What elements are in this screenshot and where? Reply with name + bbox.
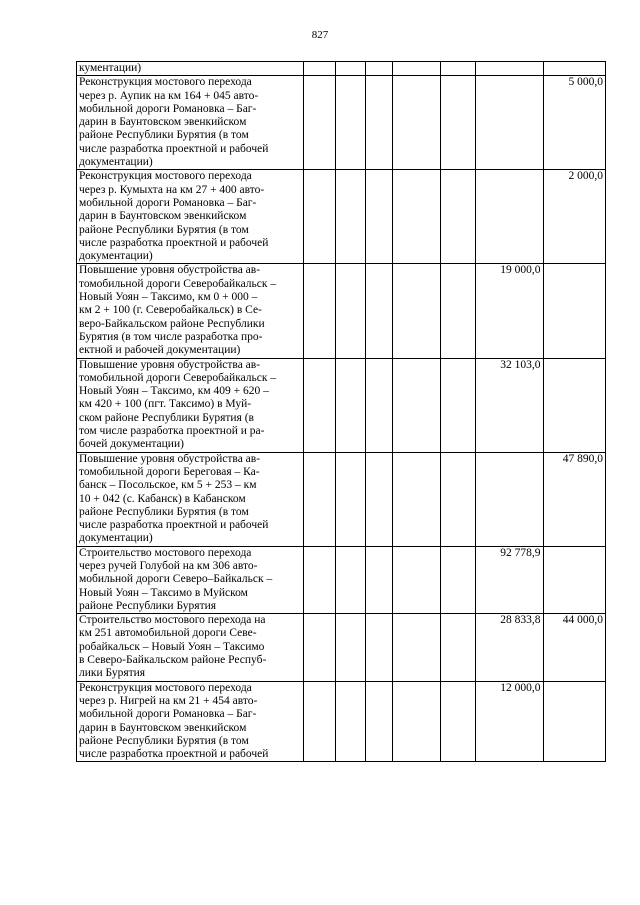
description-line: числе разработка проектной и рабочей	[79, 236, 269, 249]
empty-cell	[393, 264, 441, 358]
description-line: робайкальск – Новый Уоян – Таксимо	[79, 640, 265, 653]
empty-cell	[393, 170, 441, 264]
description-line: районе Республики Бурятия (в том	[79, 129, 249, 142]
row-description	[77, 264, 304, 358]
description-line: томобильной дороги Северобайкальск –	[79, 277, 277, 290]
empty-cell	[365, 76, 393, 170]
empty-cell	[304, 76, 336, 170]
description-line: банск – Посольское, км 5 + 253 – км	[79, 479, 257, 492]
empty-cell	[336, 170, 366, 264]
description-line: Строительство мостового перехода на	[79, 614, 266, 627]
empty-cell	[304, 452, 336, 546]
empty-cell	[365, 614, 393, 681]
empty-cell	[365, 62, 393, 76]
description-line: Реконструкция мостового перехода	[79, 76, 252, 89]
empty-cell	[440, 452, 475, 546]
empty-cell	[365, 264, 393, 358]
amount-cell-1: 28 833,8	[475, 614, 543, 681]
empty-cell	[304, 264, 336, 358]
empty-cell	[365, 681, 393, 762]
empty-cell	[336, 264, 366, 358]
description-line: документации)	[79, 532, 153, 545]
amount-cell-2: 5 000,0	[543, 76, 605, 170]
description-line: через р. Кумыхта на км 27 + 400 авто-	[79, 183, 265, 196]
description-line: 10 + 042 (с. Кабанск) в Кабанском	[79, 492, 246, 505]
description-line: числе разработка проектной и рабочей	[79, 142, 269, 155]
empty-cell	[365, 170, 393, 264]
empty-cell	[304, 614, 336, 681]
description-line: дарин в Баунтовском эвенкийском	[79, 116, 247, 129]
page-number: 827	[311, 29, 329, 41]
empty-cell	[336, 62, 366, 76]
description-line: бочей документации)	[79, 438, 184, 451]
description-line: лики Бурятия	[79, 667, 146, 680]
description-line: через р. Аупик на км 164 + 045 авто-	[79, 89, 259, 102]
row-description	[77, 614, 304, 681]
amount-cell-1: 92 778,9	[475, 546, 543, 613]
row-description	[77, 76, 304, 170]
description-line: ектной и рабочей документации)	[79, 344, 241, 357]
table-row	[77, 546, 606, 613]
description-line: через ручей Голубой на км 306 авто-	[79, 559, 258, 572]
description-line: томобильной дороги Береговая – Ка-	[79, 465, 260, 478]
empty-cell	[336, 614, 366, 681]
row-description	[77, 170, 304, 264]
table-row	[77, 681, 606, 762]
description-line: документации)	[79, 250, 153, 263]
description-line: числе разработка проектной и рабочей	[79, 519, 269, 532]
amount-cell-1	[475, 452, 543, 546]
amount-cell-2: 2 000,0	[543, 170, 605, 264]
row-description	[77, 681, 304, 762]
empty-cell	[365, 358, 393, 452]
amount-cell-1: 12 000,0	[475, 681, 543, 762]
description-line: Реконструкция мостового перехода	[79, 170, 252, 183]
amount-cell-1	[475, 170, 543, 264]
description-line: районе Республики Бурятия (в том	[79, 505, 249, 518]
amount-cell-1	[475, 76, 543, 170]
empty-cell	[393, 76, 441, 170]
description-line: Повышение уровня обустройства ав-	[79, 452, 261, 465]
description-line: км 251 автомобильной дороги Севе-	[79, 627, 257, 640]
description-line: км 2 + 100 (г. Северобайкальск) в Се-	[79, 304, 262, 317]
description-line: районе Республики Бурятия (в том	[79, 223, 249, 236]
empty-cell	[440, 76, 475, 170]
table-row	[77, 614, 606, 681]
description-line: ском районе Республики Бурятия (в	[79, 411, 254, 424]
description-line: дарин в Баунтовском эвенкийском	[79, 210, 247, 223]
description-line: Повышение уровня обустройства ав-	[79, 264, 261, 277]
empty-cell	[365, 546, 393, 613]
description-line: томобильной дороги Северобайкальск –	[79, 371, 277, 384]
amount-cell-2	[543, 62, 605, 76]
amount-cell-2	[543, 681, 605, 762]
description-line: Новый Уоян – Таксимо в Муйском	[79, 586, 248, 599]
description-line: дарин в Баунтовском эвенкийском	[79, 721, 247, 734]
row-description	[77, 62, 304, 76]
description-line: через р. Нигрей на км 21 + 454 авто-	[79, 694, 258, 707]
amount-cell-2	[543, 546, 605, 613]
row-description	[77, 358, 304, 452]
table-row	[77, 62, 606, 76]
empty-cell	[336, 358, 366, 452]
description-line: мобильной дороги Романовка – Баг-	[79, 102, 257, 115]
description-line: том числе разработка проектной и ра-	[79, 425, 265, 438]
row-description	[77, 452, 304, 546]
amount-cell-2	[543, 358, 605, 452]
empty-cell	[336, 76, 366, 170]
description-line: в Северо-Байкальском районе Респуб-	[79, 654, 267, 667]
description-line: числе разработка проектной и рабочей	[79, 748, 269, 761]
empty-cell	[336, 681, 366, 762]
empty-cell	[304, 546, 336, 613]
description-line: кументации)	[79, 62, 142, 74]
description-line: Бурятия (в том числе разработка про-	[79, 330, 263, 343]
table-row	[77, 452, 606, 546]
description-line: документации)	[79, 156, 153, 169]
description-line: районе Республики Бурятия (в том	[79, 734, 249, 747]
empty-cell	[440, 358, 475, 452]
table-row	[77, 358, 606, 452]
empty-cell	[440, 264, 475, 358]
empty-cell	[304, 681, 336, 762]
amount-cell-1	[475, 62, 543, 76]
row-description	[77, 546, 304, 613]
empty-cell	[440, 614, 475, 681]
amount-cell-1: 32 103,0	[475, 358, 543, 452]
table-row	[77, 264, 606, 358]
description-line: Новый Уоян – Таксимо, км 0 + 000 –	[79, 291, 258, 304]
table-row	[77, 76, 606, 170]
empty-cell	[304, 170, 336, 264]
description-line: Новый Уоян – Таксимо, км 409 + 620 –	[79, 385, 269, 398]
empty-cell	[393, 546, 441, 613]
description-line: районе Республики Бурятия	[79, 599, 217, 612]
empty-cell	[393, 681, 441, 762]
empty-cell	[440, 62, 475, 76]
empty-cell	[304, 358, 336, 452]
description-line: мобильной дороги Романовка – Баг-	[79, 196, 257, 209]
empty-cell	[365, 452, 393, 546]
empty-cell	[440, 170, 475, 264]
description-line: Повышение уровня обустройства ав-	[79, 358, 261, 371]
empty-cell	[440, 546, 475, 613]
empty-cell	[393, 358, 441, 452]
description-line: мобильной дороги Северо–Байкальск –	[79, 573, 273, 586]
amount-cell-2	[543, 264, 605, 358]
description-line: мобильной дороги Романовка – Баг-	[79, 708, 257, 721]
description-line: веро-Байкальском районе Республики	[79, 317, 265, 330]
empty-cell	[304, 62, 336, 76]
description-line: Реконструкция мостового перехода	[79, 681, 252, 694]
empty-cell	[336, 546, 366, 613]
amount-cell-2: 47 890,0	[543, 452, 605, 546]
empty-cell	[393, 62, 441, 76]
description-line: Строительство мостового перехода	[79, 546, 252, 559]
empty-cell	[393, 614, 441, 681]
empty-cell	[393, 452, 441, 546]
empty-cell	[336, 452, 366, 546]
amount-cell-1: 19 000,0	[475, 264, 543, 358]
budget-table	[76, 61, 606, 762]
empty-cell	[440, 681, 475, 762]
amount-cell-2: 44 000,0	[543, 614, 605, 681]
table-row	[77, 170, 606, 264]
description-line: км 420 + 100 (пгт. Таксимо) в Муй-	[79, 398, 252, 411]
